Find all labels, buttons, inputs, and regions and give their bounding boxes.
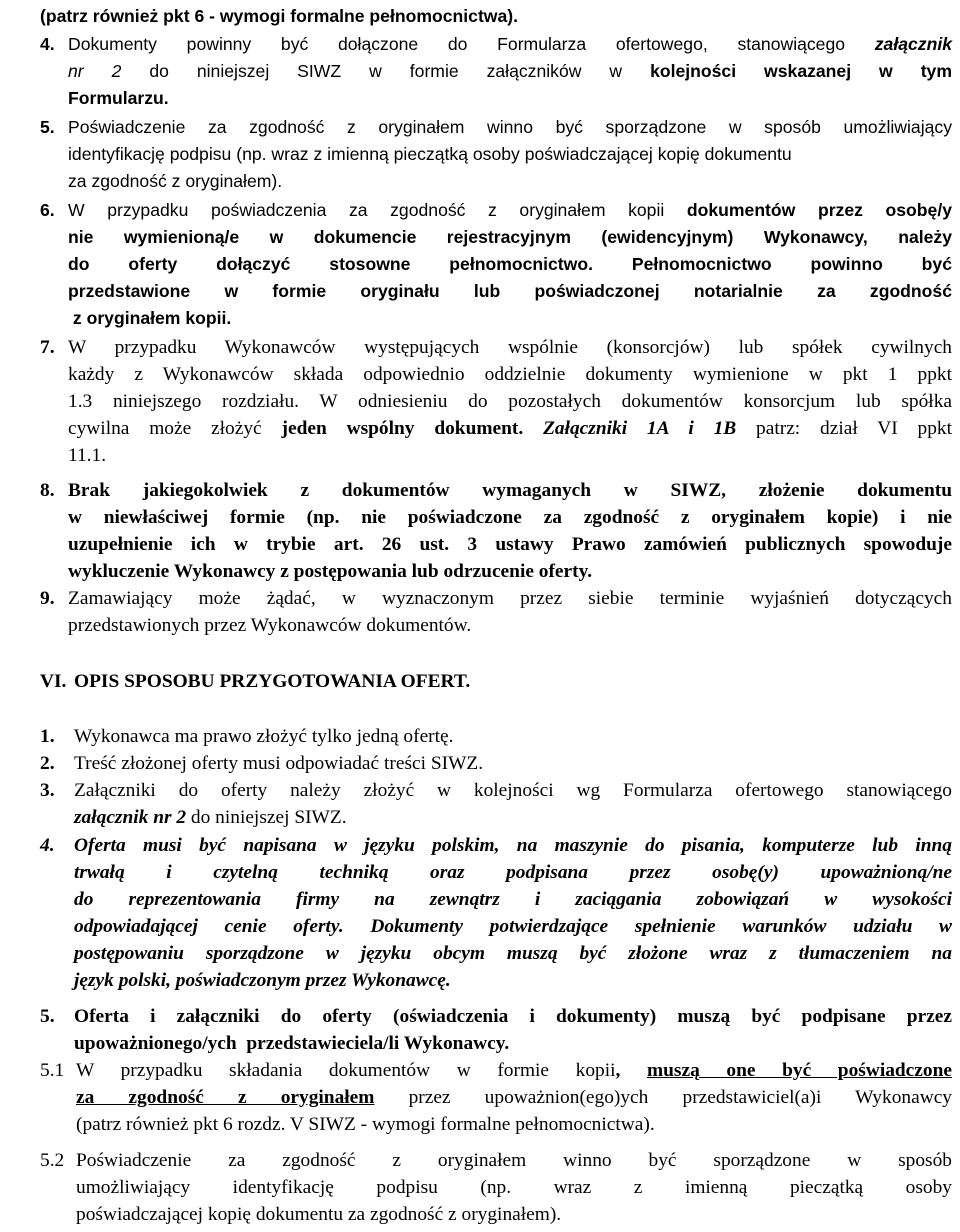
text-run: muszą one być poświadczone: [646, 1060, 952, 1081]
text-run: do niniejszej SIWZ w formie załączników w: [121, 61, 651, 81]
paragraph-line: [74, 859, 952, 886]
paragraph-line: [68, 278, 952, 305]
text-run: upoważnionego/ych przedstawieciela/li Wykonawcy.: [74, 1033, 510, 1054]
paragraph-line: [68, 197, 952, 224]
paragraph-line: [68, 558, 592, 585]
text-run: Wykonawca ma prawo złożyć tylko jedną ofertę.: [74, 726, 454, 747]
paragraph-line: [76, 1147, 952, 1174]
text-run: Załączniki do oferty należy złożyć w kolejności wg Formularza ofertowego stanowiącego: [74, 780, 952, 801]
paragraph-line: [74, 1030, 509, 1057]
paragraph-line: [74, 1003, 952, 1030]
list-item-number: 9.: [40, 588, 55, 609]
text-run: identyfikację podpisu (np. wraz z imienną pieczątką osoby poświadczającej kopię dokumentu: [68, 144, 792, 164]
text-run: Poświadczenie za zgodność z oryginałem winno być sporządzone w sposób: [76, 1150, 952, 1171]
paragraph-line: [76, 1201, 561, 1228]
text-run: z oryginałem kopii.: [68, 308, 232, 328]
text-run: jeden wspólny dokument.: [281, 418, 544, 439]
list-item-number: 8.: [40, 480, 55, 501]
text-run: załącznik nr 2: [74, 807, 187, 828]
paragraph-line: [68, 31, 952, 58]
list-item-number: 5.: [40, 117, 55, 137]
text-run: 11.1.: [68, 445, 107, 466]
text-run: postępowaniu sporządzone w języku obcym muszą być złożone wraz z tłumaczeniem na: [74, 943, 952, 964]
list-item-number: 5.: [40, 1006, 55, 1027]
paragraph-line: [68, 612, 471, 639]
text-run: Treść złożonej oferty musi odpowiadać treści SIWZ.: [74, 753, 484, 774]
paragraph-line: [68, 251, 952, 278]
text-run: Oferta musi być napisana w języku polskim, na maszynie do pisania, komputerze lub inną: [74, 835, 952, 856]
paragraph-line: [68, 415, 952, 442]
paragraph-line: [68, 141, 792, 168]
text-run: przez upoważnion(ego)ych przedstawiciel(a)i Wykonawcy: [374, 1087, 952, 1108]
section-heading: [74, 668, 470, 695]
text-run: do reprezentowania firmy na zewnątrz i zaciągania zobowiązań w wysokości: [74, 889, 952, 910]
text-run: W przypadku składania dokumentów w formie kopii: [76, 1060, 616, 1081]
paragraph-line: [76, 1057, 952, 1084]
text-run: załącznik: [874, 34, 952, 54]
text-run: (patrz również pkt 6 - wymogi formalne pełnomocnictwa).: [40, 6, 519, 26]
paragraph-line: [68, 388, 952, 415]
text-run: do oferty dołączyć stosowne pełnomocnictwo. Pełnomocnictwo powinno być: [68, 254, 952, 274]
paragraph-line: [74, 832, 952, 859]
paragraph-line: [68, 334, 952, 361]
paragraph-line: [68, 442, 106, 469]
list-item-number: 3.: [40, 780, 55, 801]
paragraph-line: [68, 531, 952, 558]
paragraph-line: [76, 1174, 952, 1201]
paragraph-line: [74, 940, 952, 967]
text-run: do niniejszej SIWZ.: [186, 807, 347, 828]
list-item-number: 4.: [40, 34, 55, 54]
list-item-number: 5.1: [40, 1060, 65, 1081]
paragraph-line: [68, 58, 952, 85]
text-run: Poświadczenie za zgodność z oryginałem winno być sporządzone w sposób umożliwiający: [68, 117, 952, 137]
paragraph-line: [68, 224, 952, 251]
list-item-number: 6.: [40, 200, 55, 220]
text-run: odpowiadającej cenie oferty. Dokumenty potwierdzające spełnienie warunków udziału w: [74, 916, 952, 937]
paragraph-line: [68, 477, 952, 504]
text-run: Zamawiający może żądać, w wyznaczonym przez siebie terminie wyjaśnień dotyczących: [68, 588, 952, 609]
text-run: przedstawione w formie oryginału lub poświadczonej notarialnie za zgodność: [68, 281, 952, 301]
text-run: wykluczenie Wykonawcy z postępowania lub odrzucenie oferty.: [68, 561, 593, 582]
text-run: trwałą i czytelną techniką oraz podpisana przez osobę(y) upoważnioną/ne: [74, 862, 952, 883]
paragraph-line: [74, 777, 952, 804]
list-item-number: 4.: [40, 835, 55, 856]
text-run: kolejności wskazanej w tym: [650, 61, 952, 81]
text-run: poświadczającej kopię dokumentu za zgodność z oryginałem).: [76, 1204, 562, 1225]
paragraph-line: [76, 1111, 655, 1138]
paragraph-line: [74, 723, 453, 750]
paragraph-line: [74, 967, 451, 994]
text-run: umożliwiający identyfikację podpisu (np. wraz z imienną pieczątką osoby: [76, 1177, 952, 1198]
paragraph-line: [68, 85, 169, 112]
paragraph-line: [68, 361, 952, 388]
text-run: język polski, poświadczonym przez Wykonawcę.: [74, 970, 451, 991]
text-run: Dokumenty powinny być dołączone do Formularza ofertowego, stanowiącego: [68, 34, 875, 54]
paragraph-line: [40, 3, 518, 30]
text-run: cywilna może złożyć: [68, 418, 282, 439]
list-item-number: 2.: [40, 753, 55, 774]
text-run: przedstawionych przez Wykonawców dokumentów.: [68, 615, 472, 636]
text-run: OPIS SPOSOBU PRZYGOTOWANIA OFERT.: [74, 671, 471, 692]
section-number: VI.: [40, 671, 67, 692]
text-run: za zgodność z oryginałem).: [68, 171, 283, 191]
paragraph-line: [74, 886, 952, 913]
text-run: Formularzu.: [68, 88, 169, 108]
list-item-number: 1.: [40, 726, 55, 747]
text-run: patrz: dział VI ppkt: [736, 418, 952, 439]
paragraph-line: [68, 504, 952, 531]
paragraph-line: [76, 1084, 952, 1111]
text-run: W przypadku poświadczenia za zgodność z oryginałem kopii: [68, 200, 687, 220]
text-run: Oferta i załączniki do oferty (oświadczenia i dokumenty) muszą być podpisane przez: [74, 1006, 952, 1027]
text-run: 1.3 niniejszego rozdziału. W odniesieniu do pozostałych dokumentów konsorcjum lub spółka: [68, 391, 952, 412]
paragraph-line: [68, 305, 231, 332]
text-run: w niewłaściwej formie (np. nie poświadczone za zgodność z oryginałem kopie) i nie: [68, 507, 952, 528]
text-run: W przypadku Wykonawców występujących wspólnie (konsorcjów) lub spółek cywilnych: [68, 337, 952, 358]
paragraph-line: [68, 585, 952, 612]
text-run: dokumentów przez osobę/y: [686, 200, 952, 220]
list-item-number: 7.: [40, 337, 55, 358]
text-run: nie wymienioną/e w dokumencie rejestracyjnym (ewidencyjnym) Wykonawcy, należy: [68, 227, 952, 247]
text-run: ,: [615, 1060, 647, 1081]
text-run: (patrz również pkt 6 rozdz. V SIWZ - wymogi formalne pełnomocnictwa).: [76, 1114, 655, 1135]
paragraph-line: [68, 114, 952, 141]
text-run: uzupełnienie ich w trybie art. 26 ust. 3 ustawy Prawo zamówień publicznych spowoduje: [68, 534, 952, 555]
text-run: Załączniki 1A i 1B: [543, 418, 737, 439]
text-run: za zgodność z oryginałem: [76, 1087, 375, 1108]
text-run: Brak jakiegokolwiek z dokumentów wymaganych w SIWZ, złożenie dokumentu: [68, 480, 952, 501]
paragraph-line: [74, 804, 347, 831]
text-run: nr 2: [68, 61, 122, 81]
paragraph-line: [74, 750, 483, 777]
list-item-number: 5.2: [40, 1150, 65, 1171]
paragraph-line: [74, 913, 952, 940]
paragraph-line: [68, 168, 282, 195]
text-run: każdy z Wykonawców składa odpowiednio oddzielnie dokumenty wymienione w pkt 1 ppkt: [68, 364, 952, 385]
